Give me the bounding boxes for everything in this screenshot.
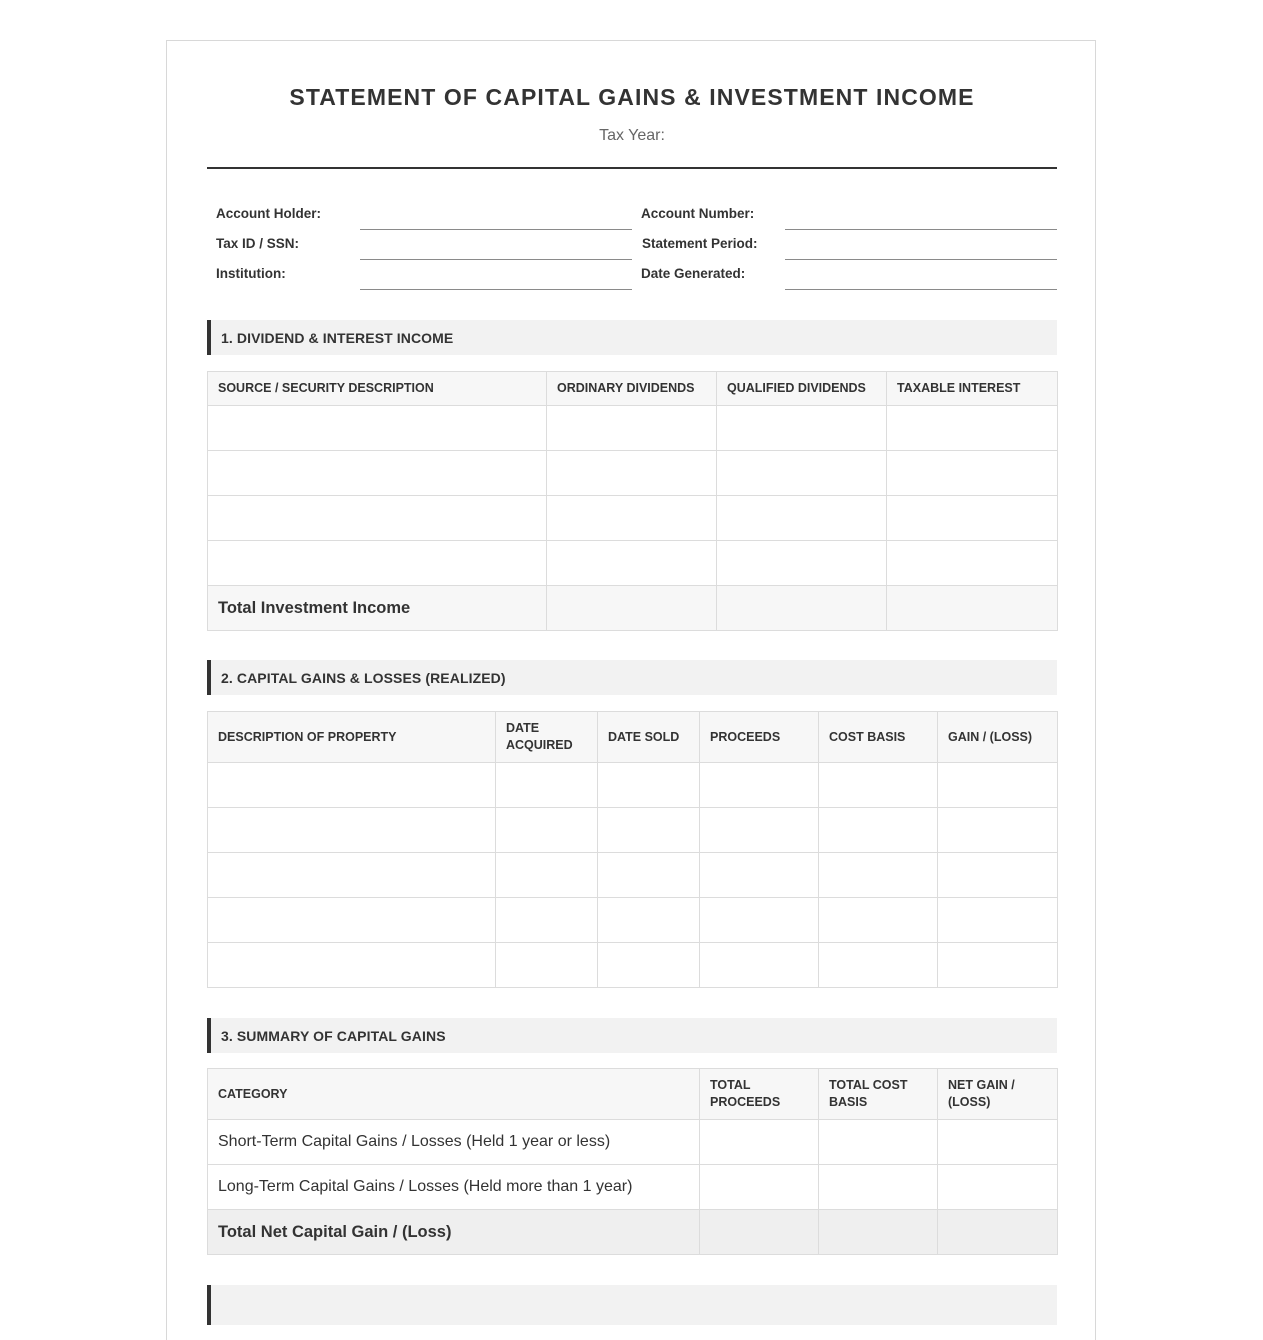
total-cell[interactable] — [887, 586, 1058, 631]
column-header: NET GAIN / (LOSS) — [938, 1069, 1058, 1120]
table-cell[interactable] — [938, 943, 1058, 988]
table-cell[interactable] — [208, 943, 496, 988]
table-row — [208, 898, 1058, 943]
table-cell[interactable] — [700, 943, 819, 988]
table-cell[interactable] — [819, 763, 938, 808]
document-title: STATEMENT OF CAPITAL GAINS & INVESTMENT INCOME — [289, 84, 975, 110]
long-term-row — [208, 1165, 1058, 1210]
table-cell[interactable] — [887, 541, 1058, 586]
table-header-row — [208, 1069, 1058, 1120]
table-cell[interactable] — [819, 898, 938, 943]
column-header: SOURCE / SECURITY DESCRIPTION — [208, 372, 547, 406]
category-label: Short-Term Capital Gains / Losses (Held 1 year or less) — [208, 1120, 700, 1165]
table-cell[interactable] — [598, 853, 700, 898]
total-label: Total Net Capital Gain / (Loss) — [208, 1210, 700, 1255]
column-header: GAIN / (LOSS) — [938, 712, 1058, 763]
section-heading-text: 1. DIVIDEND & INTEREST INCOME — [221, 330, 454, 346]
table-cell[interactable] — [938, 898, 1058, 943]
column-header: COST BASIS — [819, 712, 938, 763]
table-row — [208, 496, 1058, 541]
table-cell[interactable] — [717, 496, 887, 541]
table-cell[interactable] — [717, 541, 887, 586]
table-row — [208, 451, 1058, 496]
section-heading-text: 2. CAPITAL GAINS & LOSSES (REALIZED) — [221, 670, 506, 686]
column-header: TOTAL COST BASIS — [819, 1069, 938, 1120]
table-cell[interactable] — [819, 853, 938, 898]
dividend-interest-table — [207, 371, 1058, 631]
table-cell[interactable] — [819, 808, 938, 853]
table-cell[interactable] — [700, 1165, 819, 1210]
capital-gains-losses-table — [207, 711, 1058, 988]
column-header: ORDINARY DIVIDENDS — [547, 372, 717, 406]
statement-period-field[interactable] — [785, 259, 1057, 260]
table-row — [208, 406, 1058, 451]
table-row — [208, 943, 1058, 988]
table-cell[interactable] — [598, 898, 700, 943]
table-cell[interactable] — [819, 1165, 938, 1210]
table-cell[interactable] — [938, 763, 1058, 808]
category-label: Long-Term Capital Gains / Losses (Held more than 1 year) — [208, 1165, 700, 1210]
table-cell[interactable] — [700, 808, 819, 853]
column-header: DATE SOLD — [598, 712, 700, 763]
total-investment-income-row — [208, 586, 1058, 631]
table-cell[interactable] — [547, 406, 717, 451]
column-header: DATE ACQUIRED — [496, 712, 598, 763]
table-cell[interactable] — [208, 406, 547, 451]
table-cell[interactable] — [700, 763, 819, 808]
column-header: PROCEEDS — [700, 712, 819, 763]
total-label: Total Investment Income — [208, 586, 547, 631]
total-cell[interactable] — [700, 1210, 819, 1255]
table-cell[interactable] — [496, 853, 598, 898]
tax-year-label: Tax Year: — [599, 127, 665, 144]
total-cell[interactable] — [819, 1210, 938, 1255]
total-cell[interactable] — [938, 1210, 1058, 1255]
table-cell[interactable] — [717, 451, 887, 496]
table-cell[interactable] — [547, 541, 717, 586]
table-cell[interactable] — [208, 808, 496, 853]
institution-label: Institution: — [216, 266, 286, 281]
table-cell[interactable] — [700, 1120, 819, 1165]
table-cell[interactable] — [208, 763, 496, 808]
table-cell[interactable] — [547, 496, 717, 541]
institution-field[interactable] — [360, 289, 632, 290]
table-cell[interactable] — [938, 808, 1058, 853]
tax-id-field[interactable] — [360, 259, 632, 260]
table-cell[interactable] — [938, 1165, 1058, 1210]
short-term-row — [208, 1120, 1058, 1165]
table-header-row — [208, 372, 1058, 406]
column-header: TOTAL PROCEEDS — [700, 1069, 819, 1120]
table-cell[interactable] — [496, 943, 598, 988]
table-cell[interactable] — [547, 451, 717, 496]
table-cell[interactable] — [208, 898, 496, 943]
section-heading-text: 3. SUMMARY OF CAPITAL GAINS — [221, 1028, 446, 1044]
table-cell[interactable] — [598, 808, 700, 853]
date-generated-label: Date Generated: — [641, 266, 746, 281]
table-cell[interactable] — [700, 853, 819, 898]
section-heading-summary-capital-gains — [207, 1018, 1057, 1053]
total-net-capital-gain-row — [208, 1210, 1058, 1255]
table-cell[interactable] — [938, 853, 1058, 898]
column-header: DESCRIPTION OF PROPERTY — [208, 712, 496, 763]
account-holder-field[interactable] — [360, 229, 632, 230]
capital-gains-summary-table — [207, 1068, 1058, 1255]
table-cell[interactable] — [700, 898, 819, 943]
table-cell[interactable] — [208, 541, 547, 586]
table-row — [208, 541, 1058, 586]
tax-id-label: Tax ID / SSN: — [216, 236, 300, 251]
table-cell[interactable] — [496, 898, 598, 943]
table-cell[interactable] — [819, 1120, 938, 1165]
table-cell[interactable] — [717, 406, 887, 451]
table-cell[interactable] — [887, 406, 1058, 451]
table-cell[interactable] — [496, 763, 598, 808]
section-heading-dividend-interest — [207, 320, 1057, 355]
column-header: QUALIFIED DIVIDENDS — [717, 372, 887, 406]
table-row — [208, 763, 1058, 808]
column-header: CATEGORY — [208, 1069, 700, 1120]
statement-sheet — [166, 40, 1096, 1340]
table-cell[interactable] — [208, 451, 547, 496]
table-row — [208, 808, 1058, 853]
account-number-field[interactable] — [785, 229, 1057, 230]
table-cell[interactable] — [208, 496, 547, 541]
table-cell[interactable] — [598, 943, 700, 988]
section-heading-capital-gains-losses — [207, 660, 1057, 695]
account-number-label: Account Number: — [641, 206, 755, 221]
table-cell[interactable] — [819, 943, 938, 988]
statement-period-label: Statement Period: — [642, 236, 758, 251]
column-header: TAXABLE INTEREST — [887, 372, 1058, 406]
table-cell[interactable] — [887, 451, 1058, 496]
table-cell[interactable] — [938, 1120, 1058, 1165]
date-generated-field[interactable] — [785, 289, 1057, 290]
table-header-row — [208, 712, 1058, 763]
total-cell[interactable] — [717, 586, 887, 631]
table-row — [208, 853, 1058, 898]
title-divider — [207, 167, 1057, 169]
next-section-heading — [207, 1285, 1057, 1325]
account-holder-label: Account Holder: — [216, 206, 322, 221]
table-cell[interactable] — [887, 496, 1058, 541]
table-cell[interactable] — [496, 808, 598, 853]
table-cell[interactable] — [598, 763, 700, 808]
total-cell[interactable] — [547, 586, 717, 631]
table-cell[interactable] — [208, 853, 496, 898]
